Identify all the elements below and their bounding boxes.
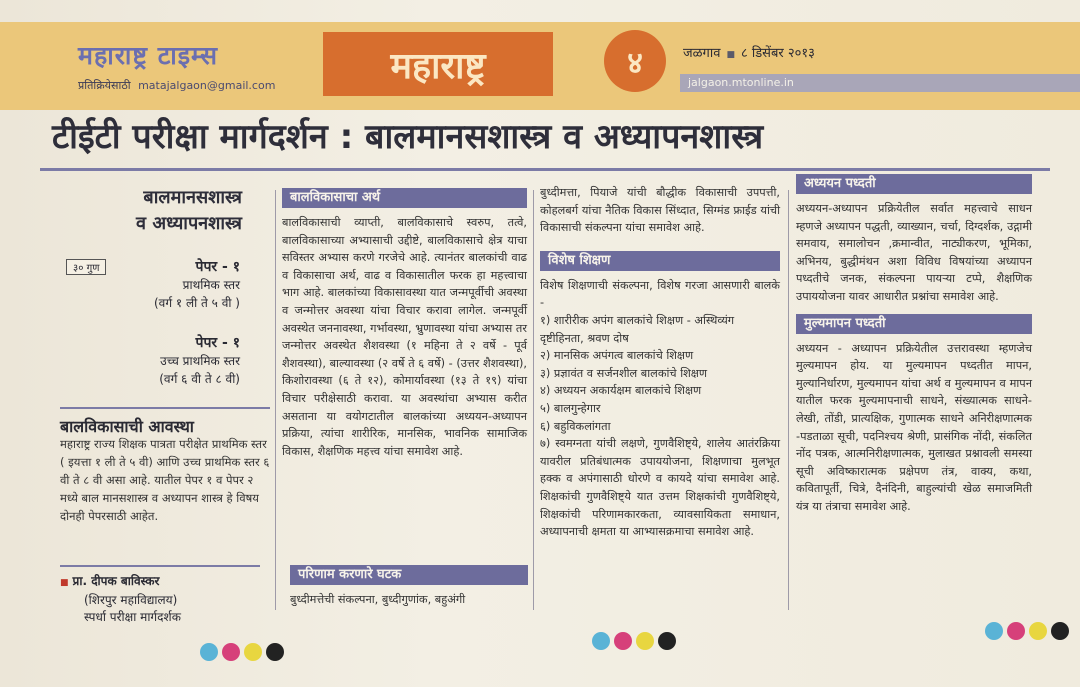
column-divider bbox=[533, 190, 534, 610]
black-dot bbox=[1051, 622, 1069, 640]
paper1-level: प्राथमिक स्तर bbox=[182, 278, 240, 292]
section-heading: विशेष शिक्षण bbox=[540, 251, 780, 271]
left-subheading: बालविकासाची आवस्था bbox=[60, 407, 270, 437]
column-divider bbox=[275, 190, 276, 610]
magenta-dot bbox=[222, 643, 240, 661]
author-name: प्रा. दीपक बाविस्कर bbox=[72, 574, 160, 588]
section-heading: बालविकासाचा अर्थ bbox=[282, 188, 527, 208]
masthead bbox=[78, 38, 298, 100]
left-heading-line2: व अध्यापनशास्त्र bbox=[136, 213, 242, 234]
column-child-development bbox=[282, 188, 527, 460]
column-factors bbox=[290, 565, 528, 609]
dateline-city: जळगाव bbox=[683, 46, 721, 61]
left-paragraph: महाराष्ट्र राज्य शिक्षक पात्रता परीक्षेत प्राथमिक स्तर ( इयत्ता १ ली ते ५ वी) आणि उच्च प्राथमिक स्तर ६ वी ते ८ वी असा आहे. यातील पेपर १ व पेपर २ मध्ये बाल मानसशास्त्र व अध्यापन शास्त्र हे विषय दोनही पेपरसाठी आहेत. bbox=[60, 437, 270, 523]
dateline bbox=[683, 43, 815, 61]
author-role: स्पर्धा परीक्षा मार्गदर्शक bbox=[84, 610, 181, 624]
section-heading: मुल्यमापन पध्दती bbox=[796, 314, 1032, 334]
paper2-classes: (वर्ग ६ वी ते ८ वी) bbox=[159, 372, 240, 386]
list-item: १) शारीरीक अपंग बालकांचे शिक्षण - अस्थिव्यंग दृष्टीहिनता, श्रवण दोष bbox=[540, 313, 735, 345]
section-name: महाराष्ट्र bbox=[323, 32, 553, 96]
paper2-name: पेपर - १ bbox=[195, 335, 240, 351]
paper2-block bbox=[159, 333, 240, 388]
cyan-dot bbox=[200, 643, 218, 661]
bullet-icon: ■ bbox=[60, 578, 69, 588]
paper1-block bbox=[154, 257, 240, 312]
black-dot bbox=[658, 632, 676, 650]
column-teaching-methods bbox=[796, 174, 1032, 516]
paper1-classes: (वर्ग १ ली ते ५ वी ) bbox=[153, 296, 240, 310]
column-special-education bbox=[540, 184, 780, 541]
feedback-email: matajalgaon@gmail.com bbox=[138, 79, 276, 92]
masthead-logo: महाराष्ट्र टाइम्स bbox=[78, 41, 219, 70]
registration-marks bbox=[200, 643, 284, 661]
article-title: टीईटी परीक्षा मार्गदर्शन : बालमानसशास्त्र व अध्यापनशास्त्र bbox=[52, 117, 764, 157]
yellow-dot bbox=[636, 632, 654, 650]
yellow-dot bbox=[1029, 622, 1047, 640]
left-heading-line1: बालमानसशास्त्र bbox=[143, 187, 242, 208]
list-item: ७) स्वमग्नता यांची लक्षणे, गुणवैशिष्ट्ये, शालेय आतंरक्रिया यावरील प्रतिबंधात्मक उपाययोजना, शिक्षणाचा मुलभूत हक्क व अपंगासाठी धोरणे व कायदे यांचा समावेश आहे. शिक्षकांची गुणवैशिष्ट्ये यात उत्तम शिक्षकांची गुणवैशिष्ट्ये, शिक्षकांची परिणामकारकता, व्यावसायिकता समाधान, अध्यापनाची क्षमता या आभ्यासक्रमाचा समावेश आहे. bbox=[540, 437, 780, 539]
author-credit bbox=[60, 565, 260, 626]
left-sidebar bbox=[60, 185, 270, 565]
registration-marks bbox=[592, 632, 676, 650]
list-item: २) मानसिक अपंगत्व बालकांचे शिक्षण bbox=[540, 349, 694, 363]
magenta-dot bbox=[1007, 622, 1025, 640]
paragraph: बुध्दीमत्तेची संकल्पना, बुध्दीगुणांक, बहुअंगी bbox=[290, 593, 466, 606]
registration-marks bbox=[985, 622, 1069, 640]
list-item: ४) अध्ययन अकार्यक्षम बालकांचे शिक्षण bbox=[540, 384, 702, 398]
left-heading bbox=[60, 185, 270, 237]
column-divider bbox=[788, 190, 789, 610]
section-heading: परिणाम करणारे घटक bbox=[290, 565, 528, 585]
title-rule bbox=[40, 168, 1050, 171]
paragraph: बुध्दीमत्ता, पियाजे यांची बौद्धीक विकासाची उपपत्ती, कोहलबर्ग यांचा नैतिक विकास सिंध्दात, सिग्मंड फ्राईड यांची विकासाची संकल्पना यांचा समावेश आहे. bbox=[540, 186, 780, 235]
paragraph: अध्ययन - अध्यापन प्रक्रियेतील उत्तरावस्था म्हणजेच मुल्यमापन होय. या मुल्यमापन पध्दतीत मापन, मुल्यानिर्धारण, मुल्यमापन यांचा अर्थ व मुल्यमापन व मापन यातील फरक मुल्यमापनाची साधने, संख्यात्मक साधने- लेखी, तोंडी, प्रात्यक्षिक, गुणात्मक साधने अनिरीक्षणात्मक -पडताळा सूची, पदनिश्चय श्रेणी, प्रासंगिक नोंदी, संकलित नोंद पत्रक, आत्मनिरीक्षणात्मक, मुलाखत प्रश्नावली समस्या सूची अविष्कारात्मक प्रक्षेपण तंत्र, वाक्य, कथा, कवितापूर्ती, चित्रे, दैनंदिनी, बाहुल्यांची खेळ समाजमिती यंत्र या तंत्राचा समावेश आहे. bbox=[796, 341, 1032, 513]
magenta-dot bbox=[614, 632, 632, 650]
marks-tag: ३० गुण bbox=[66, 259, 106, 275]
yellow-dot bbox=[244, 643, 262, 661]
black-dot bbox=[266, 643, 284, 661]
list-item: ५) बालगुन्हेगार bbox=[540, 401, 601, 415]
feedback-label: प्रतिक्रियेसाठी bbox=[78, 79, 131, 92]
cyan-dot bbox=[592, 632, 610, 650]
dateline-date: ८ डिसेंबर २०१३ bbox=[740, 46, 815, 61]
feedback-line bbox=[78, 78, 298, 93]
dateline-separator: ■ bbox=[726, 50, 735, 60]
list-item: ६) बहुविकलांगता bbox=[540, 419, 611, 433]
list-item: ३) प्रज्ञावंत व सर्जनशील बालकांचे शिक्षण bbox=[540, 366, 708, 380]
paragraph: अध्ययन-अध्यापन प्रक्रियेतील सर्वात महत्त्वाचे साधन म्हणजे अध्यापन पद्धती, व्याख्यान, चर्चा, दिग्दर्शक, उद्गामी समवाय, समालोचन ,क्रमान्वीत, नाट्यीकरण, भूमिका, अभिनय, बुद्धीमंथन अशा विविध विषयांच्या अध्यापन पध्दतीचे जनक, संकल्पना पायऱ्या टप्पे, शैक्षणिक उपाययोजना यावर आधारीत प्रश्नांचा समावेश आहे. bbox=[796, 202, 1032, 303]
edition-url: jalgaon.mtonline.in bbox=[680, 74, 1080, 92]
page-number: ४ bbox=[604, 30, 666, 92]
paper1-name: पेपर - १ bbox=[195, 259, 240, 275]
cyan-dot bbox=[985, 622, 1003, 640]
paragraph: बालविकासाची व्याप्ती, बालविकासाचे स्वरुप, तत्वे, बालविकासाच्या अभ्यासाची उद्दीष्टे, बालविकासाचे क्षेत्र याचा सविस्तर अभ्यास करणे गरजेचे आहे. त्यानंतर बालकांची वाढ व विकासाचा अर्थ, वाढ व विकासातील फरक हा महत्त्वाचा भाग आहे. बालकांच्या विकासावस्था यात जन्मपूर्वीची अवस्था व जन्मोत्तर अवस्था यांचा विचार करावा लागेल. जन्मपूर्वी अवस्थेत जननावस्था, गर्भावस्था, भ्रुणावस्था यांचा अभ्यास तर जन्मोत्तर अवस्थेत शैशवस्था (१ महिना ते २ वर्षे - पूर्व शैशवस्था), बाल्यावस्था (२ वर्षे ते ६ वर्षे) - (उत्तर शैशवस्था), किशोरावस्था (६ ते १२), कोमार्यावस्था (१३ ते १९) यांचा विचार परीक्षेसाठी करावा. या अवस्थांचा अभ्यास करीत असताना या वयोगटातील बालकांच्या अध्ययन-अध्यापन प्रक्रिया, त्यांचा शारीरिक, मानसिक, भावनिक सामाजिक विकास, शैक्षणिक महत्त्व यांचा समावेश आहे. bbox=[282, 216, 527, 458]
author-institution: (शिरपुर महाविद्यालय) bbox=[84, 593, 178, 607]
paragraph: विशेष शिक्षणाची संकल्पना, विशेष गरजा आसणारी बालके - bbox=[540, 278, 780, 310]
section-heading: अध्ययन पध्दती bbox=[796, 174, 1032, 194]
paper2-level: उच्च प्राथमिक स्तर bbox=[160, 354, 240, 368]
